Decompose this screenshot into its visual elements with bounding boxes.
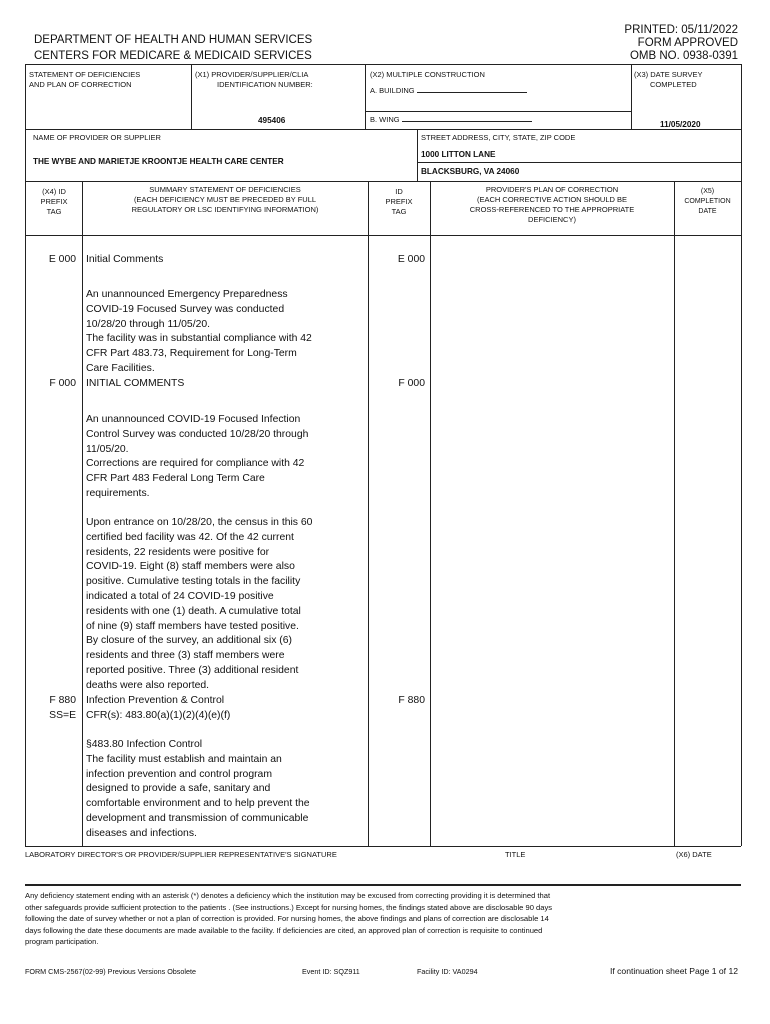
city-state-zip: BLACKSBURG, VA 24060 — [421, 167, 520, 176]
statement-label: STATEMENT OF DEFICIENCIES AND PLAN OF CORRECTION — [29, 70, 141, 89]
disclaimer-text: Any deficiency statement ending with an asterisk (*) denotes a deficiency which the institution may be excused from correcting providing it is determined that other safeguards provide sufficient protection to the patients . (See instructions.) Except for nursing homes, the findings stated above are disclosable 90 days following the date of survey whether or not a plan of correction is provided. For nursing homes, the above findings and plans of correction are disclosable 14 days following the date these documents are made available to the facility. If deficiencies are cited, an approved plan of correction is requisite to continued program participation. — [25, 891, 553, 946]
building-field: A. BUILDING — [370, 86, 527, 96]
e000-id: E 000 — [397, 254, 425, 265]
wing-field: B. WING — [370, 115, 532, 125]
form-approved: FORM APPROVED — [637, 37, 738, 49]
director-signature-label: LABORATORY DIRECTOR'S OR PROVIDER/SUPPLIER REPRESENTATIVE'S SIGNATURE — [25, 850, 337, 859]
page-counter: If continuation sheet Page 1 of 12 — [609, 966, 738, 976]
f880-body: §483.80 Infection Control The facility must establish and maintain an infection prevention and control program designed to provide a safe, sanitary and comfortable environment and to help prevent the development and transmission of communicable diseases and infections. — [86, 739, 310, 839]
printed-date: PRINTED: 05/11/2022 — [624, 24, 738, 36]
f880-id: F 880 — [398, 695, 425, 706]
f880-tag: F 880 — [49, 695, 76, 706]
id-prefix-tag-header: ID PREFIX TAG — [385, 187, 413, 216]
f000-id: F 000 — [398, 378, 425, 389]
signature-date-label: (X6) DATE — [676, 850, 712, 859]
form-id: FORM CMS-2567(02-99) Previous Versions Obsolete — [25, 967, 196, 976]
omb-number: OMB NO. 0938-0391 — [629, 50, 738, 62]
department-name: DEPARTMENT OF HEALTH AND HUMAN SERVICES — [34, 34, 313, 46]
survey-completed-date: 11/05/2020 — [660, 120, 701, 129]
event-id: Event ID: SQZ911 — [302, 967, 360, 976]
provider-id-number: 495406 — [258, 116, 286, 125]
title-label: TITLE — [505, 850, 526, 859]
provider-name: THE WYBE AND MARIETJE KROONTJE HEALTH CARE CENTER — [33, 157, 284, 166]
agency-name: CENTERS FOR MEDICARE & MEDICAID SERVICES — [34, 50, 312, 62]
f880-title: Infection Prevention & Control — [86, 695, 225, 706]
provider-name-label: NAME OF PROVIDER OR SUPPLIER — [33, 133, 161, 142]
census-body: Upon entrance on 10/28/20, the census in this 60 certified bed facility was 42. Of the 42 current residents, 22 residents were positive for COVID-19. Eight (8) staff members were also positive. Cumulative testing totals in the facility indicated a total of 24 COVID-19 positive residents with one (1) death. A cumulative total of nine (9) staff members have tested positive. By closure of the survey, an additional six (6) residents and three (3) staff members were reported positive. Three (3) additional resident deaths were also reported. — [86, 517, 313, 691]
x3-label: (X3) DATE SURVEY COMPLETED — [634, 70, 703, 89]
summary-statement-header: SUMMARY STATEMENT OF DEFICIENCIES (EACH DEFICIENCY MUST BE PRECEDED BY FULL REGULATORY OR LSC IDENTIFYING INFORMATION) — [131, 185, 319, 214]
facility-id: Facility ID: VA0294 — [417, 967, 478, 976]
f000-tag: F 000 — [49, 378, 76, 389]
f000-title: INITIAL COMMENTS — [86, 378, 185, 389]
f000-body: An unannounced COVID-19 Focused Infection Control Survey was conducted 10/28/20 through 11/05/20. Corrections are required for compliance with 42 CFR Part 483 Federal Long Term Care requirements. — [86, 414, 309, 499]
x2-label: (X2) MULTIPLE CONSTRUCTION — [370, 70, 485, 79]
x4-id-prefix-tag-header: (X4) ID PREFIX TAG — [40, 187, 68, 216]
address-label: STREET ADDRESS, CITY, STATE, ZIP CODE — [421, 133, 576, 142]
plan-of-correction-header: PROVIDER'S PLAN OF CORRECTION (EACH CORRECTIVE ACTION SHOULD BE CROSS-REFERENCED TO THE APPROPRIATE DEFICIENCY) — [469, 185, 635, 224]
f880-cfr: CFR(s): 483.80(a)(1)(2)(4)(e)(f) — [86, 710, 231, 721]
e000-body: An unannounced Emergency Preparedness COVID-19 Focused Survey was conducted 10/28/20 through 11/05/20. The facility was in substantial compliance with 42 CFR Part 483.73, Requirement for Long-Term Care Facilities. — [86, 289, 312, 374]
completion-date-header: (X5) COMPLETION DATE — [684, 188, 731, 215]
street-address: 1000 LITTON LANE — [421, 150, 496, 159]
e000-tag: E 000 — [48, 254, 76, 265]
e000-title: Initial Comments — [86, 254, 164, 265]
f880-scope-severity: SS=E — [49, 710, 76, 721]
x1-label: (X1) PROVIDER/SUPPLIER/CLIA IDENTIFICATION NUMBER: — [195, 70, 313, 89]
